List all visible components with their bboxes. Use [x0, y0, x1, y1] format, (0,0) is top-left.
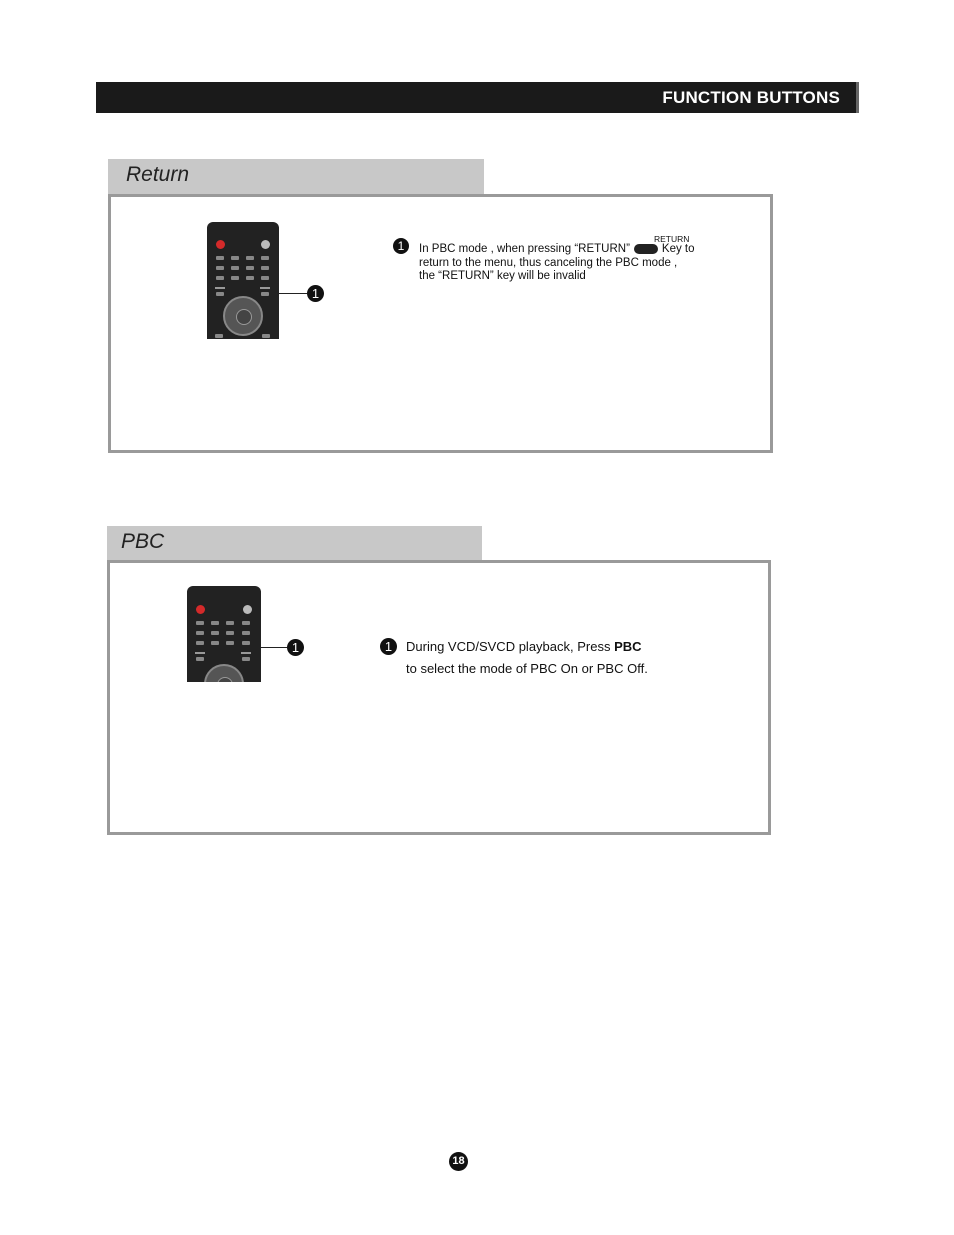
header-bar: [96, 82, 859, 113]
remote-control-image: [207, 222, 279, 339]
page-title: FUNCTION BUTTONS: [662, 88, 840, 107]
pbc-description: [406, 636, 746, 680]
dpad-icon: [223, 296, 263, 336]
return-line-1a: In PBC mode , when pressing “RETURN”: [419, 243, 630, 255]
remote-control-image: [187, 586, 261, 682]
return-key-caption: RETURN: [654, 234, 690, 244]
power-icon: [196, 605, 205, 614]
callout-line: [261, 647, 287, 648]
return-key-icon: [634, 244, 658, 254]
pbc-key-name: PBC: [614, 639, 642, 654]
section-title-pbc: PBC: [121, 530, 165, 553]
section-box-return: [108, 194, 773, 453]
section-box-pbc: [107, 560, 771, 835]
eject-icon: [243, 605, 252, 614]
callout-number-1: 1: [307, 285, 324, 302]
return-line-3: the “RETURN” key will be invalid: [419, 270, 586, 282]
section-tab-pbc: [107, 526, 482, 562]
section-title-return: Return: [126, 163, 190, 186]
eject-icon: [261, 240, 270, 249]
step-number-1: 1: [393, 238, 409, 254]
dpad-icon: [204, 664, 244, 682]
return-line-2: return to the menu, thus canceling the PBC mode ,: [419, 256, 678, 269]
page-number: 18: [449, 1152, 468, 1171]
pbc-line-2: to select the mode of PBC On or PBC Off.: [406, 661, 648, 676]
callout-number-1: 1: [287, 639, 304, 656]
callout-line: [279, 293, 307, 294]
step-number-1: 1: [380, 638, 397, 655]
pbc-line-1: During VCD/SVCD playback, Press: [406, 639, 615, 654]
power-icon: [216, 240, 225, 249]
return-line-1b: Key to: [661, 243, 695, 255]
return-description: [419, 243, 759, 284]
section-tab-return: [108, 159, 484, 195]
